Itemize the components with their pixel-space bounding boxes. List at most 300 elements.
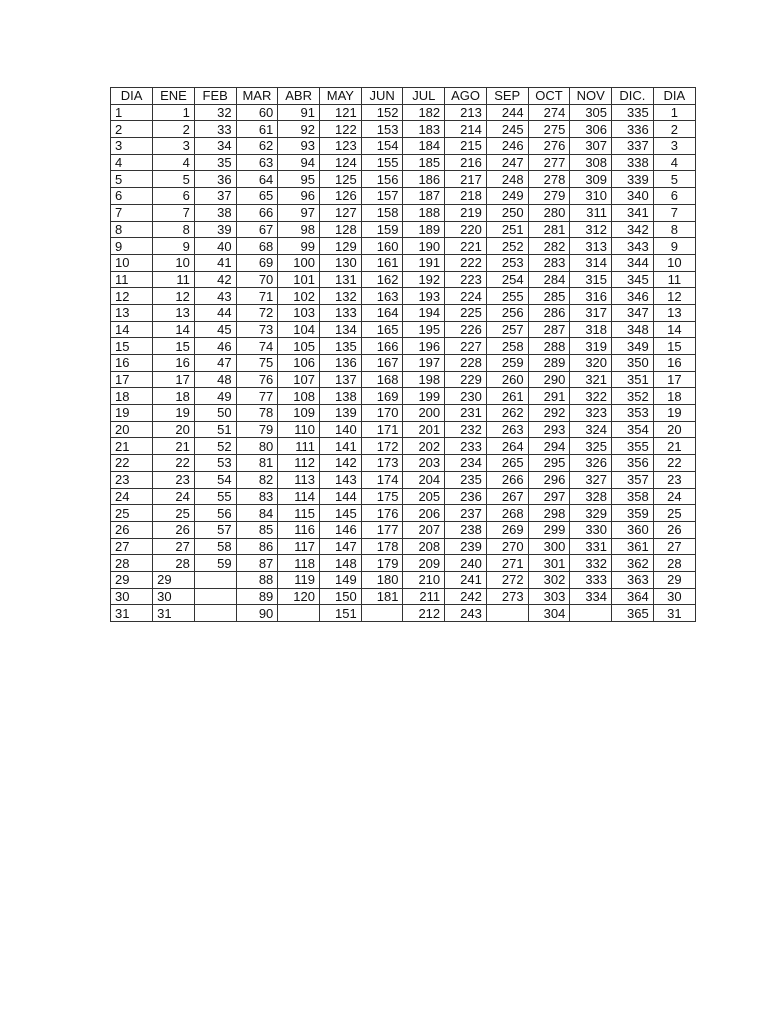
day-of-year-cell: 4 bbox=[153, 154, 195, 171]
day-of-year-cell: 240 bbox=[445, 555, 487, 572]
day-of-year-cell: 88 bbox=[236, 571, 278, 588]
day-of-year-cell: 53 bbox=[194, 455, 236, 472]
day-of-year-cell: 111 bbox=[278, 438, 320, 455]
day-number-left: 21 bbox=[111, 438, 153, 455]
day-of-year-cell: 223 bbox=[445, 271, 487, 288]
day-of-year-cell: 302 bbox=[528, 571, 570, 588]
day-of-year-cell: 169 bbox=[361, 388, 403, 405]
day-of-year-cell: 291 bbox=[528, 388, 570, 405]
header-month-9: SEP bbox=[486, 88, 528, 105]
day-of-year-cell: 69 bbox=[236, 254, 278, 271]
day-of-year-cell: 273 bbox=[486, 588, 528, 605]
day-of-year-cell: 107 bbox=[278, 371, 320, 388]
day-number-left: 16 bbox=[111, 355, 153, 372]
day-of-year-cell: 103 bbox=[278, 304, 320, 321]
day-of-year-cell: 183 bbox=[403, 121, 445, 138]
day-of-year-cell: 96 bbox=[278, 188, 320, 205]
day-number-right: 11 bbox=[653, 271, 695, 288]
day-of-year-cell: 24 bbox=[153, 488, 195, 505]
day-of-year-cell: 295 bbox=[528, 455, 570, 472]
day-of-year-cell: 176 bbox=[361, 505, 403, 522]
day-of-year-cell: 185 bbox=[403, 154, 445, 171]
day-of-year-cell: 339 bbox=[612, 171, 654, 188]
day-of-year-cell: 65 bbox=[236, 188, 278, 205]
day-of-year-cell: 137 bbox=[320, 371, 362, 388]
day-of-year-cell: 357 bbox=[612, 471, 654, 488]
day-of-year-cell: 278 bbox=[528, 171, 570, 188]
day-of-year-cell: 6 bbox=[153, 188, 195, 205]
day-of-year-cell: 94 bbox=[278, 154, 320, 171]
day-of-year-cell: 56 bbox=[194, 505, 236, 522]
day-of-year-cell: 66 bbox=[236, 204, 278, 221]
day-of-year-cell: 25 bbox=[153, 505, 195, 522]
day-of-year-cell: 320 bbox=[570, 355, 612, 372]
day-of-year-cell: 136 bbox=[320, 355, 362, 372]
day-of-year-cell: 75 bbox=[236, 355, 278, 372]
day-of-year-cell: 341 bbox=[612, 204, 654, 221]
day-of-year-cell: 198 bbox=[403, 371, 445, 388]
day-of-year-cell: 145 bbox=[320, 505, 362, 522]
day-of-year-cell: 309 bbox=[570, 171, 612, 188]
day-of-year-cell: 205 bbox=[403, 488, 445, 505]
day-of-year-cell: 214 bbox=[445, 121, 487, 138]
day-of-year-cell: 158 bbox=[361, 204, 403, 221]
day-number-right: 10 bbox=[653, 254, 695, 271]
day-of-year-cell: 139 bbox=[320, 405, 362, 422]
day-of-year-cell: 157 bbox=[361, 188, 403, 205]
day-number-right: 12 bbox=[653, 288, 695, 305]
day-number-left: 22 bbox=[111, 455, 153, 472]
day-of-year-cell: 126 bbox=[320, 188, 362, 205]
day-of-year-cell: 253 bbox=[486, 254, 528, 271]
table-row bbox=[111, 321, 696, 338]
day-of-year-cell: 305 bbox=[570, 104, 612, 121]
day-of-year-cell: 220 bbox=[445, 221, 487, 238]
day-of-year-cell: 186 bbox=[403, 171, 445, 188]
day-of-year-cell: 333 bbox=[570, 571, 612, 588]
day-of-year-cell: 194 bbox=[403, 304, 445, 321]
day-of-year-cell: 155 bbox=[361, 154, 403, 171]
day-of-year-cell: 134 bbox=[320, 321, 362, 338]
day-of-year-cell: 43 bbox=[194, 288, 236, 305]
day-of-year-cell: 50 bbox=[194, 405, 236, 422]
day-number-left: 2 bbox=[111, 121, 153, 138]
day-number-right: 23 bbox=[653, 471, 695, 488]
day-number-right: 29 bbox=[653, 571, 695, 588]
table-row bbox=[111, 238, 696, 255]
table-row bbox=[111, 605, 696, 622]
day-of-year-cell: 266 bbox=[486, 471, 528, 488]
day-of-year-cell: 159 bbox=[361, 221, 403, 238]
day-of-year-cell: 317 bbox=[570, 304, 612, 321]
day-of-year-cell: 21 bbox=[153, 438, 195, 455]
table-row bbox=[111, 188, 696, 205]
day-of-year-cell: 294 bbox=[528, 438, 570, 455]
day-of-year-cell: 259 bbox=[486, 355, 528, 372]
day-of-year-cell: 101 bbox=[278, 271, 320, 288]
day-of-year-cell: 299 bbox=[528, 521, 570, 538]
day-number-left: 27 bbox=[111, 538, 153, 555]
day-of-year-cell: 363 bbox=[612, 571, 654, 588]
day-of-year-cell: 129 bbox=[320, 238, 362, 255]
day-of-year-cell: 67 bbox=[236, 221, 278, 238]
day-of-year-cell: 314 bbox=[570, 254, 612, 271]
day-number-left: 25 bbox=[111, 505, 153, 522]
day-of-year-cell: 251 bbox=[486, 221, 528, 238]
day-of-year-cell: 321 bbox=[570, 371, 612, 388]
day-of-year-cell: 150 bbox=[320, 588, 362, 605]
day-of-year-cell: 293 bbox=[528, 421, 570, 438]
day-of-year-cell: 283 bbox=[528, 254, 570, 271]
day-of-year-cell: 297 bbox=[528, 488, 570, 505]
table-row bbox=[111, 588, 696, 605]
day-number-left: 3 bbox=[111, 138, 153, 155]
day-of-year-cell: 3 bbox=[153, 138, 195, 155]
day-of-year-cell: 33 bbox=[194, 121, 236, 138]
day-of-year-cell: 100 bbox=[278, 254, 320, 271]
day-number-right: 3 bbox=[653, 138, 695, 155]
header-month-7: JUL bbox=[403, 88, 445, 105]
day-of-year-cell: 41 bbox=[194, 254, 236, 271]
day-of-year-cell: 131 bbox=[320, 271, 362, 288]
day-of-year-cell: 272 bbox=[486, 571, 528, 588]
day-of-year-cell: 97 bbox=[278, 204, 320, 221]
day-of-year-cell: 108 bbox=[278, 388, 320, 405]
day-of-year-cell: 119 bbox=[278, 571, 320, 588]
day-of-year-cell: 213 bbox=[445, 104, 487, 121]
day-number-right: 27 bbox=[653, 538, 695, 555]
day-of-year-cell: 118 bbox=[278, 555, 320, 572]
day-of-year-cell: 58 bbox=[194, 538, 236, 555]
day-of-year-cell: 51 bbox=[194, 421, 236, 438]
day-of-year-cell: 175 bbox=[361, 488, 403, 505]
day-of-year-cell: 219 bbox=[445, 204, 487, 221]
day-of-year-cell: 217 bbox=[445, 171, 487, 188]
day-of-year-cell: 361 bbox=[612, 538, 654, 555]
day-of-year-cell: 351 bbox=[612, 371, 654, 388]
day-of-year-cell: 211 bbox=[403, 588, 445, 605]
day-number-left: 17 bbox=[111, 371, 153, 388]
day-number-right: 2 bbox=[653, 121, 695, 138]
day-of-year-cell: 364 bbox=[612, 588, 654, 605]
day-of-year-cell: 268 bbox=[486, 505, 528, 522]
day-number-left: 24 bbox=[111, 488, 153, 505]
day-of-year-cell: 95 bbox=[278, 171, 320, 188]
day-of-year-cell: 85 bbox=[236, 521, 278, 538]
day-of-year-cell: 327 bbox=[570, 471, 612, 488]
day-of-year-cell: 36 bbox=[194, 171, 236, 188]
day-number-left: 13 bbox=[111, 304, 153, 321]
day-of-year-cell: 257 bbox=[486, 321, 528, 338]
day-of-year-cell: 216 bbox=[445, 154, 487, 171]
day-of-year-cell: 161 bbox=[361, 254, 403, 271]
day-number-right: 21 bbox=[653, 438, 695, 455]
header-month-2: FEB bbox=[194, 88, 236, 105]
header-month-3: MAR bbox=[236, 88, 278, 105]
table-row bbox=[111, 204, 696, 221]
day-of-year-cell: 276 bbox=[528, 138, 570, 155]
table-row bbox=[111, 254, 696, 271]
day-of-year-cell: 123 bbox=[320, 138, 362, 155]
day-of-year-cell: 62 bbox=[236, 138, 278, 155]
day-of-year-cell: 45 bbox=[194, 321, 236, 338]
day-of-year-cell: 222 bbox=[445, 254, 487, 271]
day-of-year-cell: 360 bbox=[612, 521, 654, 538]
day-of-year-cell: 200 bbox=[403, 405, 445, 422]
day-of-year-cell: 365 bbox=[612, 605, 654, 622]
day-of-year-cell: 63 bbox=[236, 154, 278, 171]
day-of-year-cell: 296 bbox=[528, 471, 570, 488]
day-of-year-cell: 245 bbox=[486, 121, 528, 138]
day-number-right: 9 bbox=[653, 238, 695, 255]
day-of-year-cell: 49 bbox=[194, 388, 236, 405]
table-row bbox=[111, 221, 696, 238]
table-row bbox=[111, 121, 696, 138]
table-header bbox=[111, 88, 696, 105]
day-of-year-cell: 344 bbox=[612, 254, 654, 271]
day-number-left: 8 bbox=[111, 221, 153, 238]
day-of-year-cell: 91 bbox=[278, 104, 320, 121]
day-of-year-cell: 285 bbox=[528, 288, 570, 305]
day-of-year-cell: 288 bbox=[528, 338, 570, 355]
day-of-year-cell: 171 bbox=[361, 421, 403, 438]
day-of-year-cell: 210 bbox=[403, 571, 445, 588]
day-of-year-cell: 286 bbox=[528, 304, 570, 321]
table-row bbox=[111, 555, 696, 572]
day-of-year-cell: 362 bbox=[612, 555, 654, 572]
day-of-year-cell: 151 bbox=[320, 605, 362, 622]
day-number-left: 5 bbox=[111, 171, 153, 188]
day-of-year-cell: 204 bbox=[403, 471, 445, 488]
day-of-year-cell: 105 bbox=[278, 338, 320, 355]
day-of-year-cell: 332 bbox=[570, 555, 612, 572]
day-of-year-cell: 79 bbox=[236, 421, 278, 438]
header-row bbox=[111, 88, 696, 105]
day-of-year-cell bbox=[194, 605, 236, 622]
day-of-year-cell: 104 bbox=[278, 321, 320, 338]
day-of-year-cell: 117 bbox=[278, 538, 320, 555]
day-number-right: 25 bbox=[653, 505, 695, 522]
table-row bbox=[111, 405, 696, 422]
day-number-left: 1 bbox=[111, 104, 153, 121]
day-of-year-cell: 191 bbox=[403, 254, 445, 271]
day-of-year-cell: 29 bbox=[153, 571, 195, 588]
day-of-year-cell: 16 bbox=[153, 355, 195, 372]
day-of-year-cell: 310 bbox=[570, 188, 612, 205]
day-of-year-cell: 225 bbox=[445, 304, 487, 321]
day-of-year-cell: 135 bbox=[320, 338, 362, 355]
day-of-year-cell: 270 bbox=[486, 538, 528, 555]
day-of-year-cell: 274 bbox=[528, 104, 570, 121]
day-of-year-cell: 127 bbox=[320, 204, 362, 221]
day-of-year-cell: 13 bbox=[153, 304, 195, 321]
day-of-year-cell: 201 bbox=[403, 421, 445, 438]
day-of-year-cell bbox=[570, 605, 612, 622]
day-of-year-cell: 238 bbox=[445, 521, 487, 538]
day-of-year-cell: 187 bbox=[403, 188, 445, 205]
day-of-year-cell: 18 bbox=[153, 388, 195, 405]
day-of-year-cell: 281 bbox=[528, 221, 570, 238]
day-of-year-cell: 80 bbox=[236, 438, 278, 455]
header-month-4: ABR bbox=[278, 88, 320, 105]
day-of-year-cell: 292 bbox=[528, 405, 570, 422]
day-of-year-cell: 256 bbox=[486, 304, 528, 321]
table-row bbox=[111, 138, 696, 155]
header-day-left: DIA bbox=[111, 88, 153, 105]
day-of-year-cell: 354 bbox=[612, 421, 654, 438]
day-of-year-cell: 83 bbox=[236, 488, 278, 505]
day-of-year-cell: 128 bbox=[320, 221, 362, 238]
day-number-left: 29 bbox=[111, 571, 153, 588]
day-of-year-cell: 1 bbox=[153, 104, 195, 121]
day-of-year-cell: 32 bbox=[194, 104, 236, 121]
day-of-year-cell bbox=[486, 605, 528, 622]
day-of-year-cell bbox=[361, 605, 403, 622]
day-of-year-cell: 318 bbox=[570, 321, 612, 338]
day-of-year-cell: 46 bbox=[194, 338, 236, 355]
day-number-left: 30 bbox=[111, 588, 153, 605]
day-of-year-cell: 359 bbox=[612, 505, 654, 522]
day-of-year-cell: 233 bbox=[445, 438, 487, 455]
day-number-left: 23 bbox=[111, 471, 153, 488]
day-of-year-cell: 122 bbox=[320, 121, 362, 138]
table-row bbox=[111, 455, 696, 472]
day-of-year-cell: 76 bbox=[236, 371, 278, 388]
header-month-10: OCT bbox=[528, 88, 570, 105]
day-number-left: 26 bbox=[111, 521, 153, 538]
day-of-year-cell: 177 bbox=[361, 521, 403, 538]
day-of-year-cell: 336 bbox=[612, 121, 654, 138]
day-of-year-cell: 130 bbox=[320, 254, 362, 271]
day-of-year-cell: 207 bbox=[403, 521, 445, 538]
day-number-right: 4 bbox=[653, 154, 695, 171]
day-of-year-cell: 304 bbox=[528, 605, 570, 622]
day-of-year-cell: 125 bbox=[320, 171, 362, 188]
day-number-right: 30 bbox=[653, 588, 695, 605]
day-of-year-cell: 244 bbox=[486, 104, 528, 121]
day-of-year-cell: 165 bbox=[361, 321, 403, 338]
day-of-year-cell: 48 bbox=[194, 371, 236, 388]
day-of-year-cell: 242 bbox=[445, 588, 487, 605]
day-of-year-cell: 143 bbox=[320, 471, 362, 488]
day-of-year-cell: 35 bbox=[194, 154, 236, 171]
table-row bbox=[111, 421, 696, 438]
day-number-left: 28 bbox=[111, 555, 153, 572]
day-of-year-cell: 307 bbox=[570, 138, 612, 155]
day-of-year-cell: 81 bbox=[236, 455, 278, 472]
day-of-year-cell: 279 bbox=[528, 188, 570, 205]
day-number-right: 31 bbox=[653, 605, 695, 622]
day-of-year-cell: 250 bbox=[486, 204, 528, 221]
day-of-year-cell: 160 bbox=[361, 238, 403, 255]
day-of-year-cell: 226 bbox=[445, 321, 487, 338]
day-of-year-cell: 172 bbox=[361, 438, 403, 455]
day-of-year-cell: 289 bbox=[528, 355, 570, 372]
day-of-year-cell: 23 bbox=[153, 471, 195, 488]
day-of-year-cell: 322 bbox=[570, 388, 612, 405]
day-of-year-cell: 10 bbox=[153, 254, 195, 271]
day-of-year-cell: 93 bbox=[278, 138, 320, 155]
day-of-year-cell: 199 bbox=[403, 388, 445, 405]
day-of-year-cell: 181 bbox=[361, 588, 403, 605]
day-number-right: 22 bbox=[653, 455, 695, 472]
day-of-year-cell: 73 bbox=[236, 321, 278, 338]
day-of-year-cell: 262 bbox=[486, 405, 528, 422]
day-number-right: 26 bbox=[653, 521, 695, 538]
table-row bbox=[111, 488, 696, 505]
day-number-left: 14 bbox=[111, 321, 153, 338]
day-of-year-cell: 64 bbox=[236, 171, 278, 188]
day-of-year-cell: 248 bbox=[486, 171, 528, 188]
day-of-year-cell: 138 bbox=[320, 388, 362, 405]
day-of-year-cell: 153 bbox=[361, 121, 403, 138]
day-of-year-cell: 352 bbox=[612, 388, 654, 405]
day-of-year-cell: 179 bbox=[361, 555, 403, 572]
day-of-year-cell: 71 bbox=[236, 288, 278, 305]
day-of-year-cell: 113 bbox=[278, 471, 320, 488]
table-row bbox=[111, 371, 696, 388]
day-of-year-cell: 324 bbox=[570, 421, 612, 438]
day-of-year-cell: 247 bbox=[486, 154, 528, 171]
day-of-year-cell: 40 bbox=[194, 238, 236, 255]
day-number-right: 6 bbox=[653, 188, 695, 205]
day-number-left: 18 bbox=[111, 388, 153, 405]
day-of-year-cell bbox=[194, 571, 236, 588]
day-number-right: 15 bbox=[653, 338, 695, 355]
day-of-year-cell: 147 bbox=[320, 538, 362, 555]
day-of-year-cell: 202 bbox=[403, 438, 445, 455]
day-of-year-cell: 346 bbox=[612, 288, 654, 305]
day-of-year-cell bbox=[278, 605, 320, 622]
day-of-year-cell: 115 bbox=[278, 505, 320, 522]
day-of-year-cell: 156 bbox=[361, 171, 403, 188]
day-of-year-cell: 55 bbox=[194, 488, 236, 505]
day-of-year-cell: 261 bbox=[486, 388, 528, 405]
day-number-left: 19 bbox=[111, 405, 153, 422]
day-of-year-cell: 34 bbox=[194, 138, 236, 155]
day-of-year-cell: 144 bbox=[320, 488, 362, 505]
day-of-year-cell: 14 bbox=[153, 321, 195, 338]
day-of-year-cell: 116 bbox=[278, 521, 320, 538]
day-of-year-cell: 61 bbox=[236, 121, 278, 138]
day-of-year-cell: 132 bbox=[320, 288, 362, 305]
day-of-year-cell: 2 bbox=[153, 121, 195, 138]
day-of-year-cell: 5 bbox=[153, 171, 195, 188]
day-of-year-cell: 330 bbox=[570, 521, 612, 538]
day-of-year-cell: 52 bbox=[194, 438, 236, 455]
day-of-year-cell: 335 bbox=[612, 104, 654, 121]
day-of-year-cell: 306 bbox=[570, 121, 612, 138]
day-of-year-cell: 68 bbox=[236, 238, 278, 255]
day-of-year-cell: 78 bbox=[236, 405, 278, 422]
day-of-year-cell: 311 bbox=[570, 204, 612, 221]
day-of-year-cell: 47 bbox=[194, 355, 236, 372]
day-of-year-cell: 264 bbox=[486, 438, 528, 455]
day-of-year-cell: 337 bbox=[612, 138, 654, 155]
day-of-year-cell: 356 bbox=[612, 455, 654, 472]
day-of-year-cell: 168 bbox=[361, 371, 403, 388]
day-of-year-cell: 315 bbox=[570, 271, 612, 288]
day-of-year-cell: 246 bbox=[486, 138, 528, 155]
day-of-year-cell: 228 bbox=[445, 355, 487, 372]
day-of-year-cell: 30 bbox=[153, 588, 195, 605]
day-of-year-cell: 152 bbox=[361, 104, 403, 121]
day-of-year-cell: 72 bbox=[236, 304, 278, 321]
day-of-year-cell: 59 bbox=[194, 555, 236, 572]
day-of-year-cell: 255 bbox=[486, 288, 528, 305]
day-of-year-cell: 60 bbox=[236, 104, 278, 121]
day-of-year-cell: 348 bbox=[612, 321, 654, 338]
